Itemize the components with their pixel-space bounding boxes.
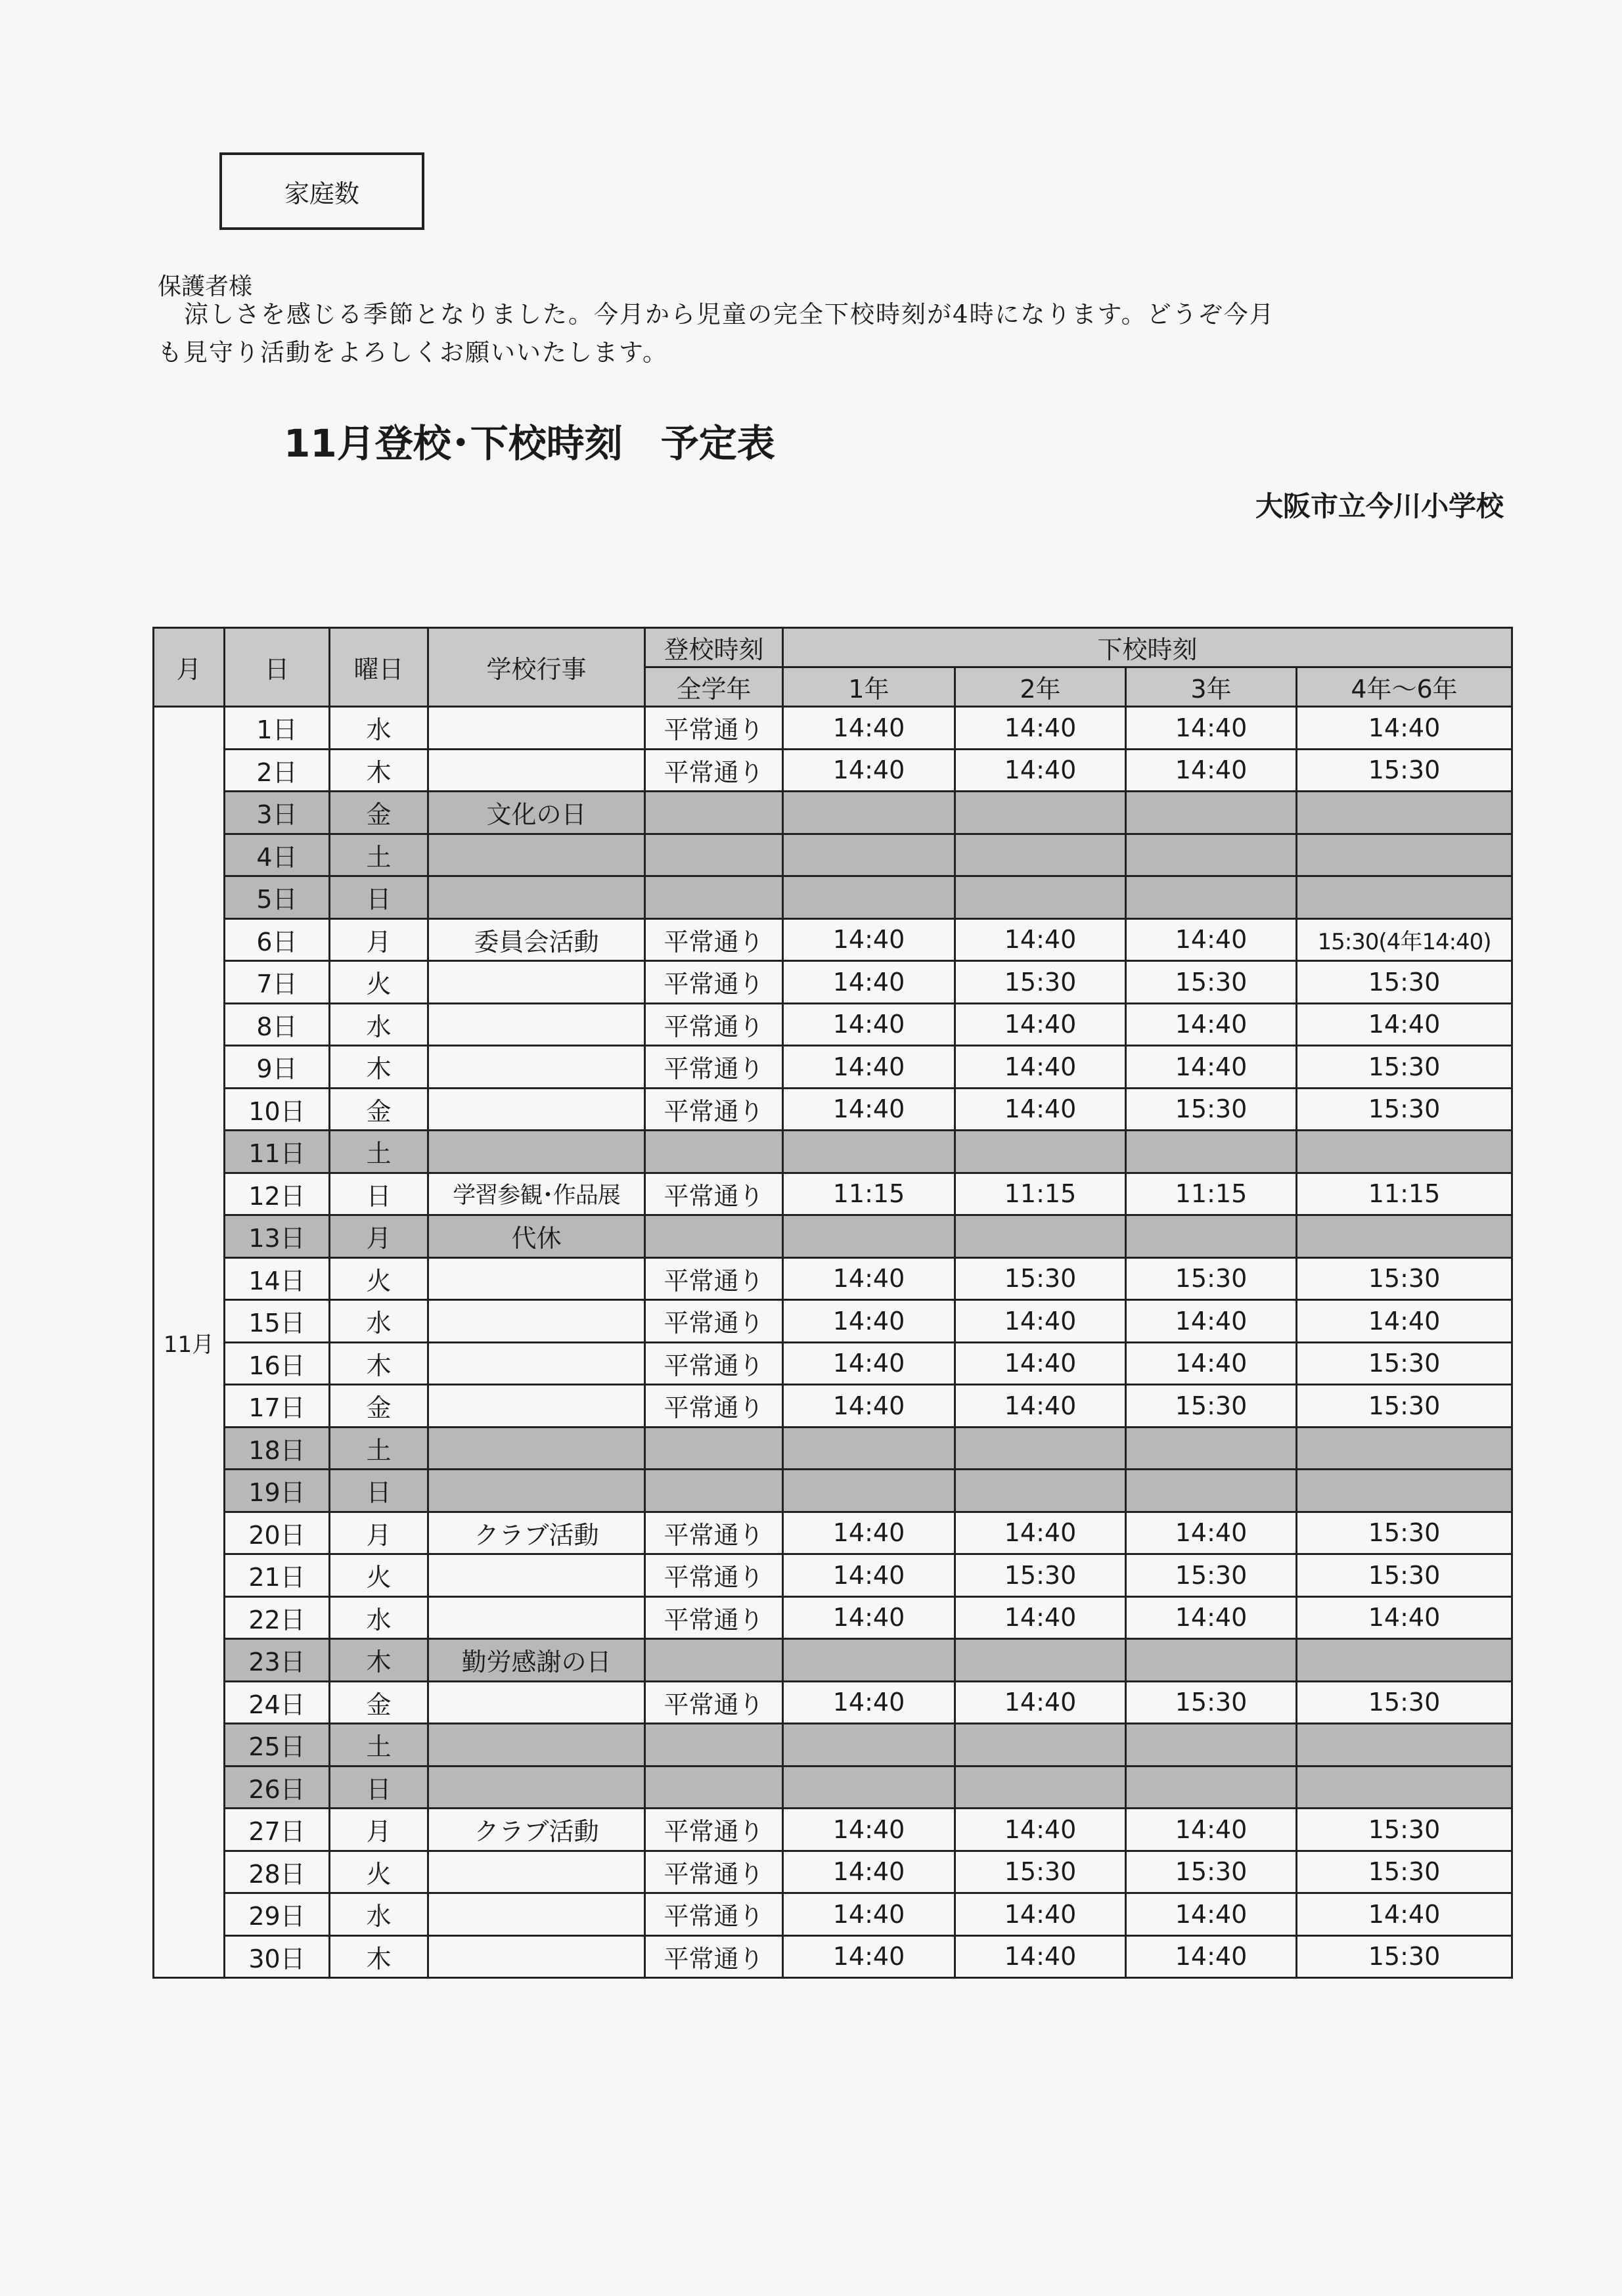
day-cell: 30日 (225, 1935, 330, 1978)
grade-3-time-cell: 14:40 (1126, 1809, 1297, 1851)
grade-4-6-time-cell: 15:30 (1297, 1935, 1512, 1978)
grade-3-time-cell: 14:40 (1126, 1935, 1297, 1978)
day-cell: 18日 (225, 1427, 330, 1470)
grade-1-time-cell: 14:40 (783, 707, 955, 750)
table-row (154, 749, 1512, 792)
grade-4-6-time-cell: 15:30 (1297, 1257, 1512, 1300)
day-cell: 24日 (225, 1681, 330, 1724)
grade-2-time-cell: 14:40 (955, 749, 1126, 792)
event-cell (428, 1300, 645, 1343)
event-cell (428, 1427, 645, 1470)
table-row (154, 1215, 1512, 1258)
event-cell (428, 1131, 645, 1173)
arrival-cell (645, 1470, 783, 1512)
table-row (154, 707, 1512, 750)
header-grade-4-6: 4年～6年 (1297, 667, 1512, 707)
table-row (154, 834, 1512, 876)
day-cell: 23日 (225, 1639, 330, 1682)
grade-4-6-time-cell: 14:40 (1297, 1003, 1512, 1046)
weekday-cell: 金 (330, 792, 428, 834)
table-row (154, 1470, 1512, 1512)
grade-2-time-cell: 15:30 (955, 961, 1126, 1004)
salutation: 保護者様 (158, 273, 253, 300)
grade-2-time-cell (955, 792, 1126, 834)
grade-4-6-time-cell: 14:40 (1297, 1596, 1512, 1639)
grade-4-6-time-cell (1297, 876, 1512, 919)
grade-3-time-cell: 11:15 (1126, 1173, 1297, 1215)
arrival-cell (645, 1215, 783, 1258)
grade-4-6-time-cell (1297, 1639, 1512, 1682)
grade-4-6-time-cell: 15:30 (1297, 1342, 1512, 1385)
weekday-cell: 火 (330, 1851, 428, 1893)
weekday-cell: 水 (330, 1300, 428, 1343)
grade-4-6-time-cell (1297, 792, 1512, 834)
grade-4-6-time-cell (1297, 1470, 1512, 1512)
grade-1-time-cell (783, 834, 955, 876)
grade-2-time-cell: 15:30 (955, 1851, 1126, 1893)
arrival-cell: 平常通り (645, 1385, 783, 1428)
grade-1-time-cell: 14:40 (783, 1809, 955, 1851)
arrival-cell (645, 1427, 783, 1470)
day-cell: 19日 (225, 1470, 330, 1512)
weekday-cell: 日 (330, 1173, 428, 1215)
weekday-cell: 土 (330, 1427, 428, 1470)
grade-3-time-cell: 14:40 (1126, 749, 1297, 792)
schedule-table (152, 627, 1513, 1979)
event-cell (428, 1851, 645, 1893)
table-row (154, 1427, 1512, 1470)
event-cell (428, 1088, 645, 1131)
grade-3-time-cell (1126, 792, 1297, 834)
grade-1-time-cell: 14:40 (783, 1385, 955, 1428)
grade-1-time-cell: 14:40 (783, 1512, 955, 1554)
grade-2-time-cell (955, 1131, 1126, 1173)
greeting-line-2: も見守り活動をよろしくお願いいたします。 (158, 338, 669, 367)
table-row (154, 1639, 1512, 1682)
grade-1-time-cell: 14:40 (783, 1893, 955, 1936)
arrival-cell (645, 876, 783, 919)
family-count-label: 家庭数 (284, 179, 359, 208)
table-row (154, 1131, 1512, 1173)
day-cell: 17日 (225, 1385, 330, 1428)
grade-1-time-cell: 14:40 (783, 1935, 955, 1978)
table-row (154, 1766, 1512, 1809)
grade-1-time-cell: 14:40 (783, 1342, 955, 1385)
event-cell: 文化の日 (428, 792, 645, 834)
table-row (154, 1935, 1512, 1978)
grade-1-time-cell: 11:15 (783, 1173, 955, 1215)
grade-2-time-cell: 14:40 (955, 707, 1126, 750)
grade-1-time-cell (783, 1131, 955, 1173)
grade-3-time-cell: 14:40 (1126, 707, 1297, 750)
event-cell (428, 1046, 645, 1089)
event-cell (428, 1724, 645, 1767)
table-row (154, 1554, 1512, 1597)
grade-3-time-cell: 15:30 (1126, 961, 1297, 1004)
table-row (154, 1257, 1512, 1300)
arrival-cell (645, 1639, 783, 1682)
header-row-1 (154, 628, 1512, 667)
event-cell: 勤労感謝の日 (428, 1639, 645, 1682)
header-month: 月 (154, 628, 225, 707)
arrival-cell (645, 1724, 783, 1767)
event-cell (428, 1935, 645, 1978)
arrival-cell (645, 1766, 783, 1809)
grade-4-6-time-cell: 15:30 (1297, 1809, 1512, 1851)
weekday-cell: 月 (330, 918, 428, 961)
grade-2-time-cell: 14:40 (955, 1088, 1126, 1131)
grade-1-time-cell (783, 1766, 955, 1809)
grade-3-time-cell: 15:30 (1126, 1385, 1297, 1428)
arrival-cell: 平常通り (645, 1596, 783, 1639)
grade-1-time-cell (783, 1215, 955, 1258)
event-cell: 代休 (428, 1215, 645, 1258)
event-cell: 委員会活動 (428, 918, 645, 961)
weekday-cell: 日 (330, 1766, 428, 1809)
arrival-cell: 平常通り (645, 1300, 783, 1343)
grade-1-time-cell (783, 1427, 955, 1470)
grade-3-time-cell (1126, 876, 1297, 919)
grade-4-6-time-cell: 15:30 (1297, 1681, 1512, 1724)
weekday-cell: 木 (330, 749, 428, 792)
grade-2-time-cell (955, 1470, 1126, 1512)
arrival-cell: 平常通り (645, 749, 783, 792)
header-departure-time: 下校時刻 (783, 628, 1512, 667)
grade-3-time-cell: 15:30 (1126, 1851, 1297, 1893)
grade-1-time-cell: 14:40 (783, 1257, 955, 1300)
grade-2-time-cell: 14:40 (955, 1003, 1126, 1046)
grade-4-6-time-cell: 14:40 (1297, 1300, 1512, 1343)
arrival-cell: 平常通り (645, 1809, 783, 1851)
grade-3-time-cell: 14:40 (1126, 1003, 1297, 1046)
grade-4-6-time-cell: 15:30 (1297, 1088, 1512, 1131)
grade-2-time-cell: 14:40 (955, 1935, 1126, 1978)
day-cell: 20日 (225, 1512, 330, 1554)
grade-3-time-cell (1126, 834, 1297, 876)
day-cell: 12日 (225, 1173, 330, 1215)
grade-3-time-cell: 14:40 (1126, 918, 1297, 961)
grade-1-time-cell: 14:40 (783, 1596, 955, 1639)
event-cell (428, 1342, 645, 1385)
grade-1-time-cell (783, 1639, 955, 1682)
grade-3-time-cell: 15:30 (1126, 1257, 1297, 1300)
day-cell: 10日 (225, 1088, 330, 1131)
table-row (154, 1342, 1512, 1385)
grade-3-time-cell (1126, 1724, 1297, 1767)
school-name: 大阪市立今川小学校 (1255, 490, 1504, 522)
grade-1-time-cell: 14:40 (783, 1851, 955, 1893)
table-row (154, 1046, 1512, 1089)
weekday-cell: 水 (330, 1003, 428, 1046)
grade-2-time-cell: 14:40 (955, 1342, 1126, 1385)
table-row (154, 792, 1512, 834)
grade-4-6-time-cell (1297, 1215, 1512, 1258)
weekday-cell: 金 (330, 1681, 428, 1724)
grade-3-time-cell: 14:40 (1126, 1046, 1297, 1089)
header-school-event: 学校行事 (428, 628, 645, 707)
grade-2-time-cell: 14:40 (955, 1300, 1126, 1343)
weekday-cell: 木 (330, 1639, 428, 1682)
day-cell: 16日 (225, 1342, 330, 1385)
arrival-cell (645, 1131, 783, 1173)
weekday-cell: 金 (330, 1385, 428, 1428)
event-cell (428, 834, 645, 876)
greeting-paragraph (158, 296, 1498, 372)
weekday-cell: 水 (330, 1893, 428, 1936)
arrival-cell: 平常通り (645, 1851, 783, 1893)
event-cell (428, 1257, 645, 1300)
grade-2-time-cell: 14:40 (955, 1046, 1126, 1089)
weekday-cell: 土 (330, 834, 428, 876)
grade-1-time-cell: 14:40 (783, 961, 955, 1004)
grade-4-6-time-cell (1297, 1131, 1512, 1173)
weekday-cell: 月 (330, 1215, 428, 1258)
table-row (154, 1851, 1512, 1893)
header-weekday: 曜日 (330, 628, 428, 707)
day-cell: 26日 (225, 1766, 330, 1809)
header-all-grades: 全学年 (645, 667, 783, 707)
grade-2-time-cell: 14:40 (955, 1385, 1126, 1428)
arrival-cell: 平常通り (645, 1003, 783, 1046)
grade-2-time-cell: 15:30 (955, 1554, 1126, 1597)
table-row (154, 1893, 1512, 1936)
day-cell: 1日 (225, 707, 330, 750)
grade-4-6-time-cell (1297, 1427, 1512, 1470)
event-cell (428, 749, 645, 792)
weekday-cell: 木 (330, 1046, 428, 1089)
table-row (154, 1173, 1512, 1215)
day-cell: 14日 (225, 1257, 330, 1300)
table-row (154, 1300, 1512, 1343)
grade-1-time-cell: 14:40 (783, 1681, 955, 1724)
table-row (154, 1596, 1512, 1639)
day-cell: 21日 (225, 1554, 330, 1597)
event-cell (428, 1470, 645, 1512)
day-cell: 4日 (225, 834, 330, 876)
grade-4-6-time-cell: 11:15 (1297, 1173, 1512, 1215)
arrival-cell: 平常通り (645, 707, 783, 750)
grade-1-time-cell (783, 1724, 955, 1767)
grade-3-time-cell (1126, 1766, 1297, 1809)
day-cell: 29日 (225, 1893, 330, 1936)
arrival-cell: 平常通り (645, 1342, 783, 1385)
grade-1-time-cell (783, 792, 955, 834)
grade-4-6-time-cell: 14:40 (1297, 1893, 1512, 1936)
greeting-line-1: 涼しさを感じる季節となりました。今月から児童の完全下校時刻が4時になります。どうぞ今月 (184, 300, 1275, 328)
event-cell (428, 876, 645, 919)
day-cell: 22日 (225, 1596, 330, 1639)
document-title: 11月登校･下校時刻 予定表 (284, 421, 775, 466)
arrival-cell: 平常通り (645, 1893, 783, 1936)
arrival-cell: 平常通り (645, 1088, 783, 1131)
weekday-cell: 水 (330, 1596, 428, 1639)
day-cell: 27日 (225, 1809, 330, 1851)
grade-1-time-cell (783, 876, 955, 919)
table-row (154, 1681, 1512, 1724)
arrival-cell: 平常通り (645, 1046, 783, 1089)
grade-3-time-cell (1126, 1427, 1297, 1470)
grade-3-time-cell: 15:30 (1126, 1681, 1297, 1724)
grade-2-time-cell: 14:40 (955, 918, 1126, 961)
weekday-cell: 土 (330, 1131, 428, 1173)
weekday-cell: 月 (330, 1809, 428, 1851)
table-row (154, 918, 1512, 961)
weekday-cell: 木 (330, 1342, 428, 1385)
day-cell: 15日 (225, 1300, 330, 1343)
day-cell: 25日 (225, 1724, 330, 1767)
day-cell: 28日 (225, 1851, 330, 1893)
arrival-cell: 平常通り (645, 1173, 783, 1215)
grade-3-time-cell (1126, 1470, 1297, 1512)
arrival-cell: 平常通り (645, 1512, 783, 1554)
event-cell (428, 1003, 645, 1046)
grade-2-time-cell (955, 834, 1126, 876)
table-row (154, 1512, 1512, 1554)
grade-2-time-cell (955, 1215, 1126, 1258)
day-cell: 9日 (225, 1046, 330, 1089)
day-cell: 11日 (225, 1131, 330, 1173)
event-cell (428, 1554, 645, 1597)
grade-3-time-cell (1126, 1215, 1297, 1258)
table-row (154, 1385, 1512, 1428)
table-header (154, 628, 1512, 707)
event-cell (428, 961, 645, 1004)
table-row (154, 1003, 1512, 1046)
grade-2-time-cell (955, 1639, 1126, 1682)
grade-4-6-time-cell: 15:30 (1297, 1046, 1512, 1089)
grade-4-6-time-cell (1297, 1724, 1512, 1767)
weekday-cell: 木 (330, 1935, 428, 1978)
month-cell: 11月 (154, 707, 225, 1978)
weekday-cell: 日 (330, 1470, 428, 1512)
event-cell: クラブ活動 (428, 1809, 645, 1851)
event-cell: 学習参観･作品展 (428, 1173, 645, 1215)
table-row (154, 1809, 1512, 1851)
grade-4-6-time-cell: 15:30 (1297, 1554, 1512, 1597)
grade-1-time-cell (783, 1470, 955, 1512)
grade-1-time-cell: 14:40 (783, 1554, 955, 1597)
weekday-cell: 日 (330, 876, 428, 919)
grade-1-time-cell: 14:40 (783, 1088, 955, 1131)
weekday-cell: 火 (330, 961, 428, 1004)
grade-1-time-cell: 14:40 (783, 1046, 955, 1089)
grade-4-6-time-cell: 15:30 (1297, 749, 1512, 792)
grade-2-time-cell: 14:40 (955, 1893, 1126, 1936)
day-cell: 13日 (225, 1215, 330, 1258)
table-body (154, 707, 1512, 1978)
grade-1-time-cell: 14:40 (783, 749, 955, 792)
header-day: 日 (225, 628, 330, 707)
header-grade-1: 1年 (783, 667, 955, 707)
grade-2-time-cell (955, 876, 1126, 919)
table-row (154, 1088, 1512, 1131)
grade-1-time-cell: 14:40 (783, 918, 955, 961)
header-arrival-time: 登校時刻 (645, 628, 783, 667)
day-cell: 7日 (225, 961, 330, 1004)
grade-4-6-time-cell: 15:30 (1297, 1512, 1512, 1554)
grade-3-time-cell: 14:40 (1126, 1300, 1297, 1343)
grade-3-time-cell (1126, 1131, 1297, 1173)
event-cell (428, 1893, 645, 1936)
event-cell (428, 1766, 645, 1809)
grade-2-time-cell: 14:40 (955, 1681, 1126, 1724)
grade-3-time-cell: 14:40 (1126, 1596, 1297, 1639)
grade-3-time-cell: 15:30 (1126, 1088, 1297, 1131)
header-grade-3: 3年 (1126, 667, 1297, 707)
header-grade-2: 2年 (955, 667, 1126, 707)
event-cell: クラブ活動 (428, 1512, 645, 1554)
arrival-cell (645, 792, 783, 834)
grade-2-time-cell: 14:40 (955, 1809, 1126, 1851)
weekday-cell: 土 (330, 1724, 428, 1767)
weekday-cell: 火 (330, 1554, 428, 1597)
grade-4-6-time-cell: 15:30 (1297, 1851, 1512, 1893)
grade-4-6-time-cell (1297, 1766, 1512, 1809)
grade-2-time-cell: 14:40 (955, 1512, 1126, 1554)
grade-4-6-time-cell: 15:30(4年14:40) (1297, 918, 1512, 961)
event-cell (428, 707, 645, 750)
grade-2-time-cell (955, 1724, 1126, 1767)
grade-1-time-cell: 14:40 (783, 1300, 955, 1343)
event-cell (428, 1385, 645, 1428)
arrival-cell: 平常通り (645, 961, 783, 1004)
arrival-cell: 平常通り (645, 1681, 783, 1724)
grade-2-time-cell (955, 1766, 1126, 1809)
day-cell: 5日 (225, 876, 330, 919)
grade-3-time-cell: 14:40 (1126, 1893, 1297, 1936)
day-cell: 2日 (225, 749, 330, 792)
grade-4-6-time-cell: 15:30 (1297, 1385, 1512, 1428)
grade-4-6-time-cell: 15:30 (1297, 961, 1512, 1004)
arrival-cell: 平常通り (645, 918, 783, 961)
table-row (154, 1724, 1512, 1767)
arrival-cell (645, 834, 783, 876)
event-cell (428, 1681, 645, 1724)
grade-1-time-cell: 14:40 (783, 1003, 955, 1046)
weekday-cell: 水 (330, 707, 428, 750)
arrival-cell: 平常通り (645, 1257, 783, 1300)
arrival-cell: 平常通り (645, 1554, 783, 1597)
family-count-box (219, 152, 424, 230)
weekday-cell: 月 (330, 1512, 428, 1554)
grade-3-time-cell: 15:30 (1126, 1554, 1297, 1597)
grade-2-time-cell: 15:30 (955, 1257, 1126, 1300)
arrival-cell: 平常通り (645, 1935, 783, 1978)
event-cell (428, 1596, 645, 1639)
grade-4-6-time-cell: 14:40 (1297, 707, 1512, 750)
grade-2-time-cell (955, 1427, 1126, 1470)
weekday-cell: 金 (330, 1088, 428, 1131)
grade-3-time-cell (1126, 1639, 1297, 1682)
day-cell: 6日 (225, 918, 330, 961)
grade-2-time-cell: 14:40 (955, 1596, 1126, 1639)
grade-3-time-cell: 14:40 (1126, 1342, 1297, 1385)
table-row (154, 961, 1512, 1004)
grade-2-time-cell: 11:15 (955, 1173, 1126, 1215)
weekday-cell: 火 (330, 1257, 428, 1300)
grade-3-time-cell: 14:40 (1126, 1512, 1297, 1554)
day-cell: 3日 (225, 792, 330, 834)
table-row (154, 876, 1512, 919)
day-cell: 8日 (225, 1003, 330, 1046)
grade-4-6-time-cell (1297, 834, 1512, 876)
